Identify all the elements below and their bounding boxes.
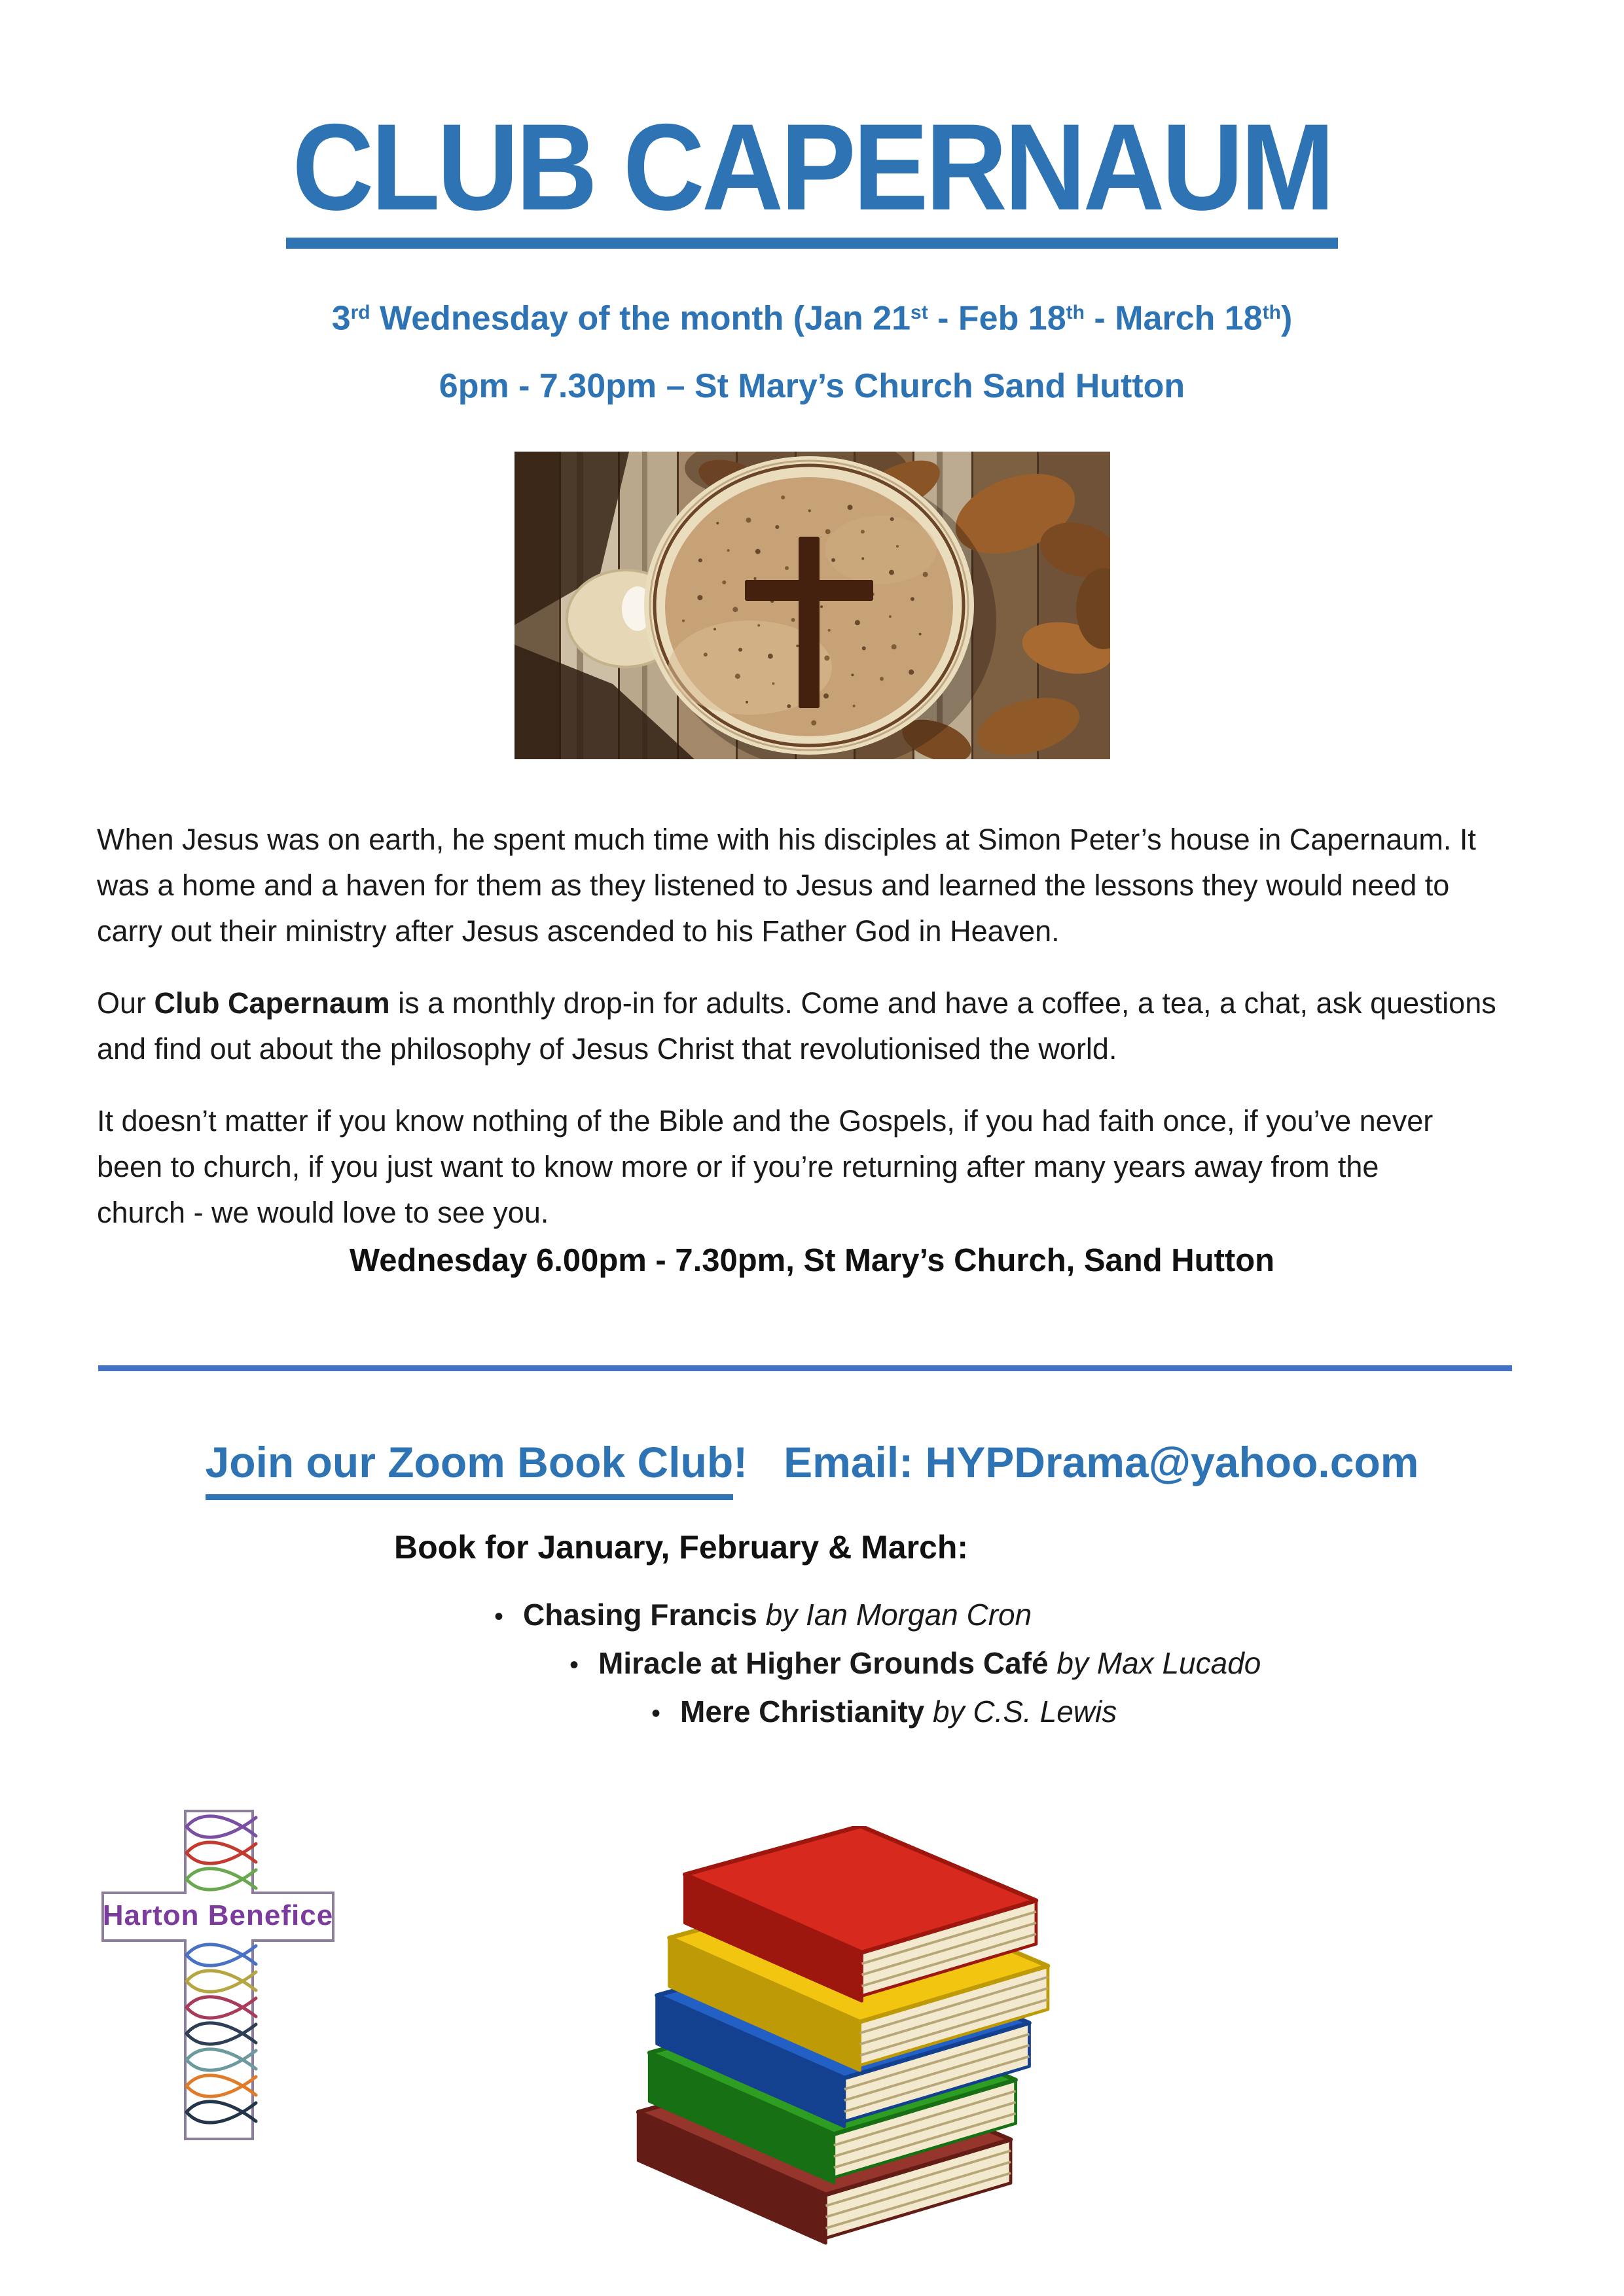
email-address[interactable]: Email: HYPDrama@yahoo.com xyxy=(784,1438,1419,1486)
zoom-book-club-line: Join our Zoom Book Club! Email: HYPDrama@yahoo.com xyxy=(0,1437,1624,1487)
list-item: • Chasing Francis by Ian Morgan Cron xyxy=(494,1598,1032,1632)
books-group xyxy=(638,1826,1048,2243)
subtitle-date-line: 3rd Wednesday of the month (Jan 21st - Feb 18th - March 18th) xyxy=(331,299,1293,338)
books-stack-image xyxy=(630,1826,1081,2245)
harton-benefice-logo xyxy=(101,1810,334,2140)
bullet-icon: • xyxy=(651,1699,661,1728)
coffee-photo-art xyxy=(514,452,1110,759)
harton-benefice-label: Harton Benefice xyxy=(102,1899,334,1931)
cross-outline-icon xyxy=(103,1811,333,2139)
bullet-icon: • xyxy=(494,1602,504,1631)
bullet-icon: • xyxy=(569,1651,579,1679)
coffee-cross-photo xyxy=(514,452,1110,759)
subtitle-time-place-line: 6pm - 7.30pm – St Mary’s Church Sand Hutton xyxy=(439,367,1185,405)
paragraph-capernaum-history: When Jesus was on earth, he spent much time with his disciples at Simon Peter’s house in Capernaum. It was a home and a haven for them as they listened to Jesus and learned the lessons they would need to carry out their ministry after Jesus ascended to his Father God in Heaven. xyxy=(97,823,1476,948)
schedule-line: Wednesday 6.00pm - 7.30pm, St Mary’s Church, Sand Hutton xyxy=(349,1243,1275,1278)
join-book-club-link[interactable]: Join our Zoom Book Club xyxy=(206,1438,734,1500)
paragraph-welcome: It doesn’t matter if you know nothing of the Bible and the Gospels, if you had faith once, if you’ve never been to church, if you just want to know more or if you’re returning after many years away from the church - we would love to see you. xyxy=(97,1104,1434,1229)
section-divider xyxy=(98,1365,1512,1371)
book-list xyxy=(0,1590,1624,1736)
list-item: • Miracle at Higher Grounds Café by Max Lucado xyxy=(569,1646,1261,1680)
title-underline xyxy=(286,238,1338,249)
book-list-heading: Book for January, February & March: xyxy=(394,1529,969,1566)
page-title: CLUB CAPERNAUM xyxy=(292,98,1332,236)
paragraph-club-description: Our Club Capernaum is a monthly drop-in for adults. Come and have a coffee, a tea, a chat, ask questions and find out about the philosophy of Jesus Christ that revolutionised the world. xyxy=(97,986,1496,1066)
list-item: • Mere Christianity by C.S. Lewis xyxy=(651,1695,1117,1729)
